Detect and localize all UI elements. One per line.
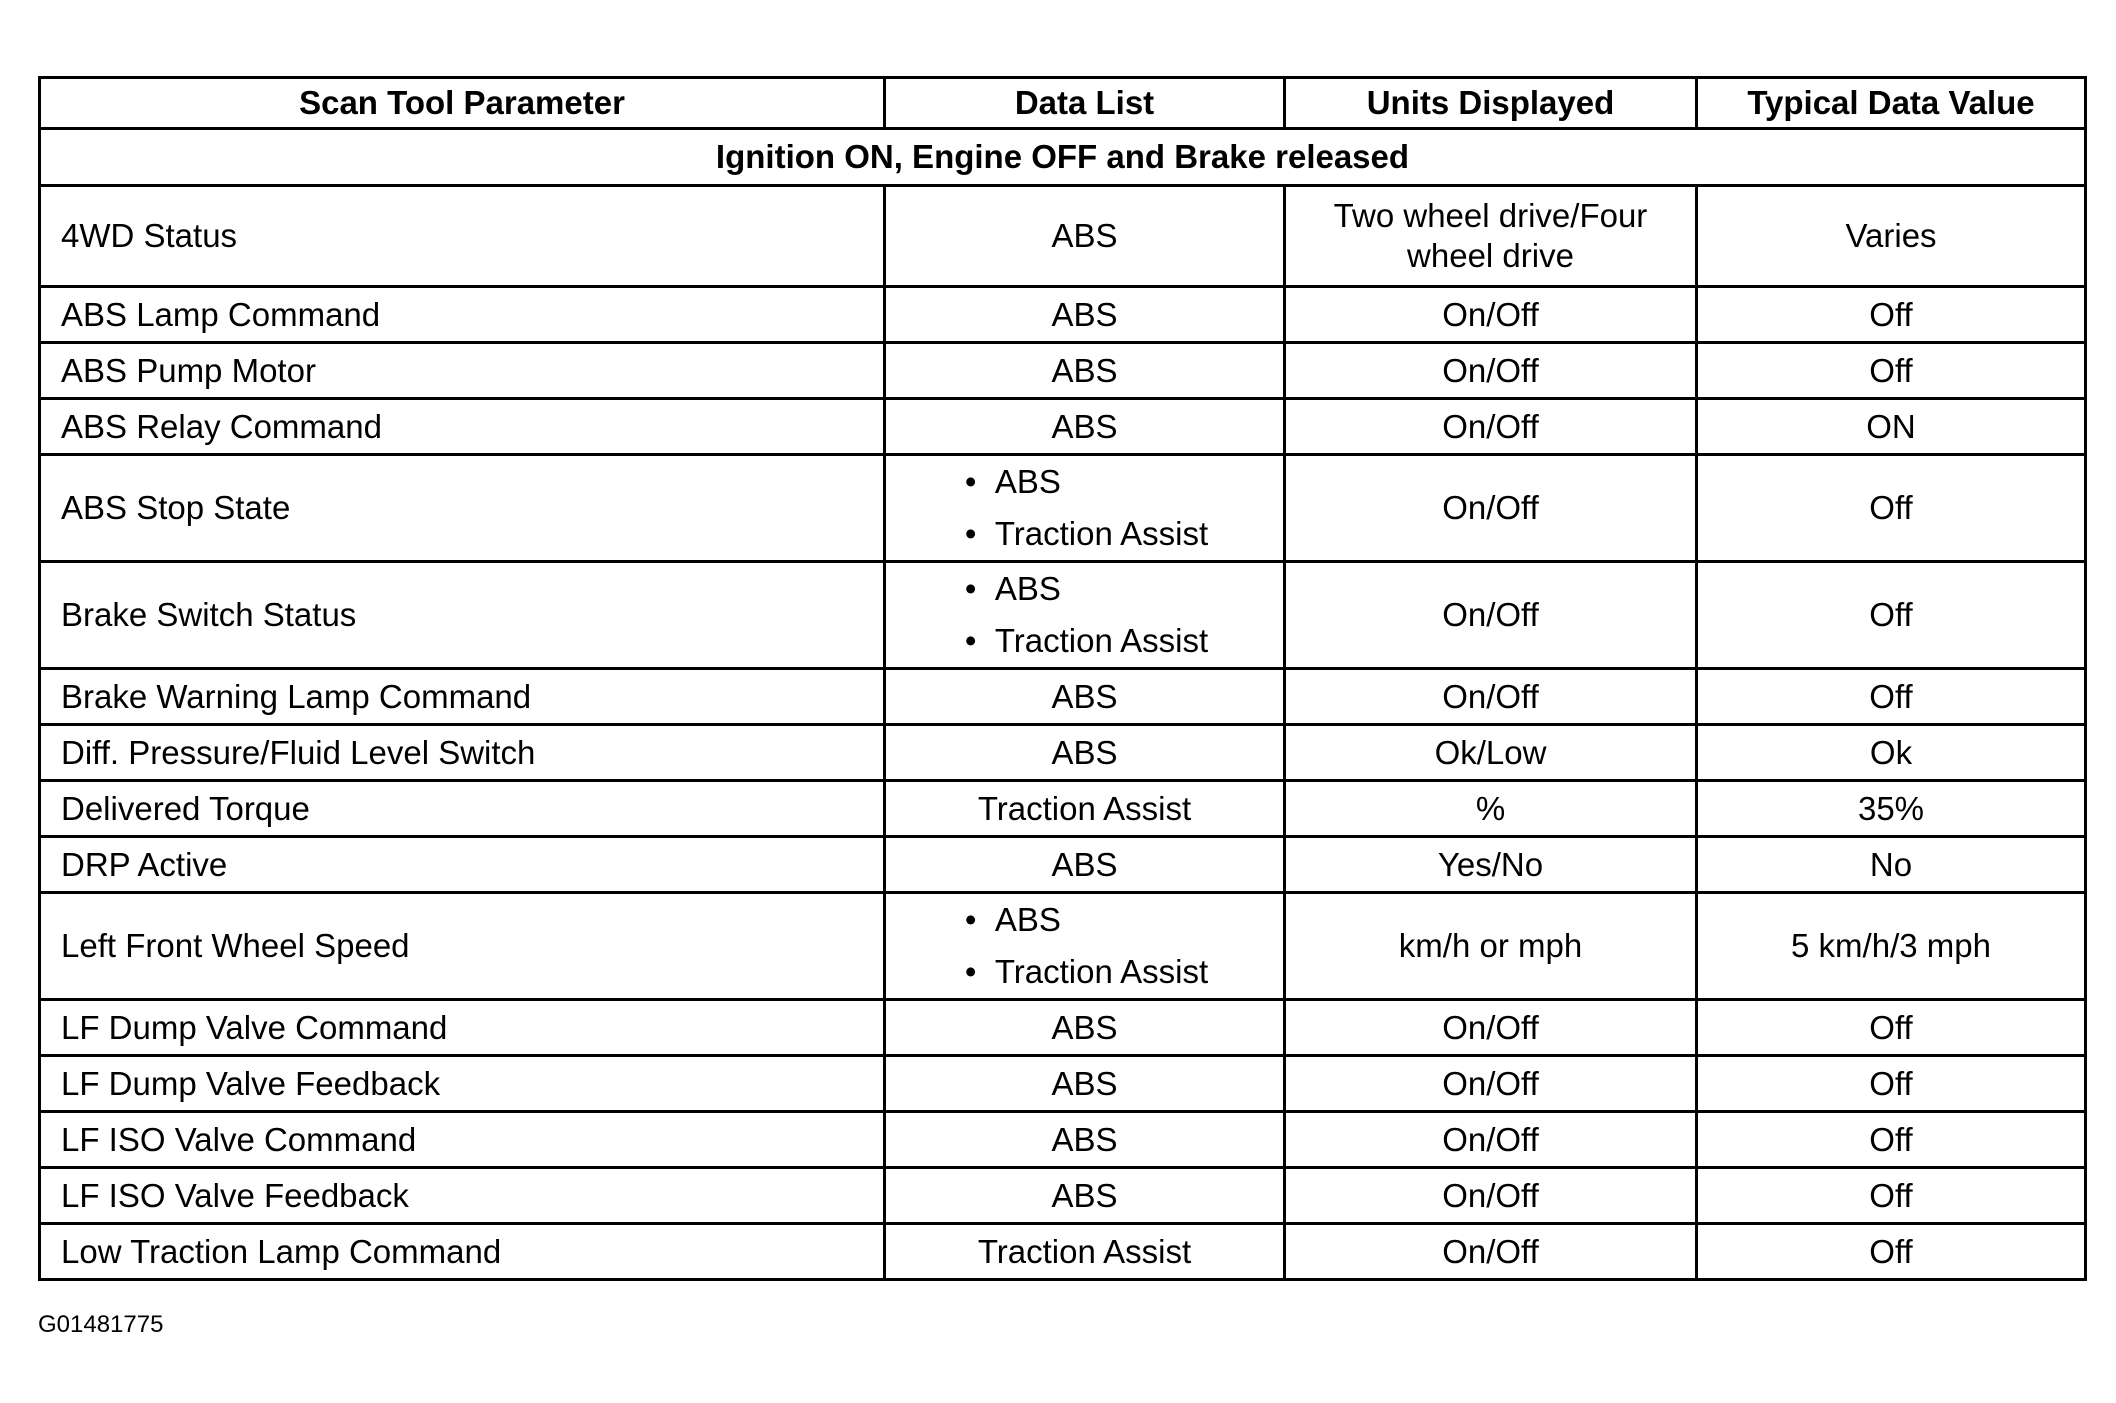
cell-typical-data-value: 35%: [1697, 781, 2086, 837]
cell-parameter: ABS Relay Command: [40, 399, 885, 455]
cell-data-list: ABS: [885, 725, 1285, 781]
cell-data-list: ABS: [885, 186, 1285, 287]
cell-data-list: Traction Assist: [885, 781, 1285, 837]
table-row: [40, 669, 2086, 725]
cell-data-list: ABS: [885, 1056, 1285, 1112]
table-row: [40, 1168, 2086, 1224]
table-row: [40, 1000, 2086, 1056]
table-row: [40, 399, 2086, 455]
data-list-item: • Traction Assist: [961, 508, 1208, 560]
cell-parameter: Diff. Pressure/Fluid Level Switch: [40, 725, 885, 781]
table-row: [40, 562, 2086, 669]
header-units-displayed: Units Displayed: [1285, 78, 1697, 129]
cell-parameter: ABS Stop State: [40, 455, 885, 562]
data-list-item: • ABS: [961, 456, 1208, 508]
cell-typical-data-value: Off: [1697, 1000, 2086, 1056]
cell-units-displayed: km/h or mph: [1285, 893, 1697, 1000]
cell-data-list: ABS: [885, 669, 1285, 725]
cell-typical-data-value: Off: [1697, 669, 2086, 725]
cell-typical-data-value: No: [1697, 837, 2086, 893]
cell-units-displayed: %: [1285, 781, 1697, 837]
data-list-item: • ABS: [961, 563, 1208, 615]
cell-data-list: Traction Assist: [885, 1224, 1285, 1280]
section-title: Ignition ON, Engine OFF and Brake released: [40, 129, 2086, 186]
cell-parameter: Low Traction Lamp Command: [40, 1224, 885, 1280]
cell-units-displayed: On/Off: [1285, 287, 1697, 343]
data-list-item: • Traction Assist: [961, 615, 1208, 667]
cell-units-displayed: On/Off: [1285, 455, 1697, 562]
header-data-list: Data List: [885, 78, 1285, 129]
scan-tool-data-sheet: [38, 76, 2084, 1281]
cell-parameter: ABS Pump Motor: [40, 343, 885, 399]
cell-parameter: Brake Switch Status: [40, 562, 885, 669]
table-row: [40, 781, 2086, 837]
cell-typical-data-value: Off: [1697, 1112, 2086, 1168]
cell-typical-data-value: 5 km/h/3 mph: [1697, 893, 2086, 1000]
table-row: [40, 1112, 2086, 1168]
cell-typical-data-value: Off: [1697, 1168, 2086, 1224]
cell-parameter: 4WD Status: [40, 186, 885, 287]
cell-units-displayed: Ok/Low: [1285, 725, 1697, 781]
cell-units-displayed: On/Off: [1285, 562, 1697, 669]
cell-data-list: ABS: [885, 1000, 1285, 1056]
table-row: [40, 186, 2086, 287]
cell-typical-data-value: Off: [1697, 287, 2086, 343]
cell-units-displayed: On/Off: [1285, 1000, 1697, 1056]
cell-data-list: ABS: [885, 343, 1285, 399]
cell-data-list: ABS: [885, 1168, 1285, 1224]
cell-data-list: [885, 893, 1285, 1000]
table-row: [40, 1224, 2086, 1280]
cell-parameter: Left Front Wheel Speed: [40, 893, 885, 1000]
cell-parameter: LF Dump Valve Feedback: [40, 1056, 885, 1112]
data-list-bullets: [961, 456, 1208, 560]
cell-units-displayed: On/Off: [1285, 1224, 1697, 1280]
section-row: [40, 129, 2086, 186]
cell-units-displayed: Yes/No: [1285, 837, 1697, 893]
table-row: [40, 1056, 2086, 1112]
cell-units-displayed: On/Off: [1285, 1056, 1697, 1112]
cell-units-displayed: On/Off: [1285, 1168, 1697, 1224]
scan-tool-data-table: [38, 76, 2087, 1281]
table-row: [40, 455, 2086, 562]
cell-data-list: [885, 562, 1285, 669]
cell-units-displayed: On/Off: [1285, 343, 1697, 399]
cell-parameter: LF Dump Valve Command: [40, 1000, 885, 1056]
cell-parameter: Brake Warning Lamp Command: [40, 669, 885, 725]
figure-id: G01481775: [38, 1311, 164, 1338]
cell-typical-data-value: Ok: [1697, 725, 2086, 781]
cell-typical-data-value: Off: [1697, 1224, 2086, 1280]
cell-data-list: ABS: [885, 837, 1285, 893]
header-typical-data-value: Typical Data Value: [1697, 78, 2086, 129]
data-list-item: • ABS: [961, 894, 1208, 946]
cell-units-displayed: On/Off: [1285, 1112, 1697, 1168]
cell-data-list: [885, 455, 1285, 562]
cell-units-displayed: Two wheel drive/Four wheel drive: [1285, 186, 1697, 287]
cell-parameter: ABS Lamp Command: [40, 287, 885, 343]
table-row: [40, 837, 2086, 893]
cell-data-list: ABS: [885, 287, 1285, 343]
data-list-bullets: [961, 563, 1208, 667]
cell-typical-data-value: Off: [1697, 1056, 2086, 1112]
table-row: [40, 893, 2086, 1000]
header-row: [40, 78, 2086, 129]
cell-units-displayed: On/Off: [1285, 399, 1697, 455]
cell-typical-data-value: Varies: [1697, 186, 2086, 287]
cell-typical-data-value: Off: [1697, 455, 2086, 562]
cell-typical-data-value: Off: [1697, 343, 2086, 399]
data-list-bullets: [961, 894, 1208, 998]
cell-parameter: LF ISO Valve Feedback: [40, 1168, 885, 1224]
cell-units-displayed: On/Off: [1285, 669, 1697, 725]
cell-data-list: ABS: [885, 1112, 1285, 1168]
table-row: [40, 287, 2086, 343]
cell-parameter: LF ISO Valve Command: [40, 1112, 885, 1168]
cell-typical-data-value: ON: [1697, 399, 2086, 455]
cell-typical-data-value: Off: [1697, 562, 2086, 669]
data-list-item: • Traction Assist: [961, 946, 1208, 998]
table-row: [40, 343, 2086, 399]
cell-parameter: DRP Active: [40, 837, 885, 893]
header-scan-tool-parameter: Scan Tool Parameter: [40, 78, 885, 129]
cell-data-list: ABS: [885, 399, 1285, 455]
cell-parameter: Delivered Torque: [40, 781, 885, 837]
table-row: [40, 725, 2086, 781]
